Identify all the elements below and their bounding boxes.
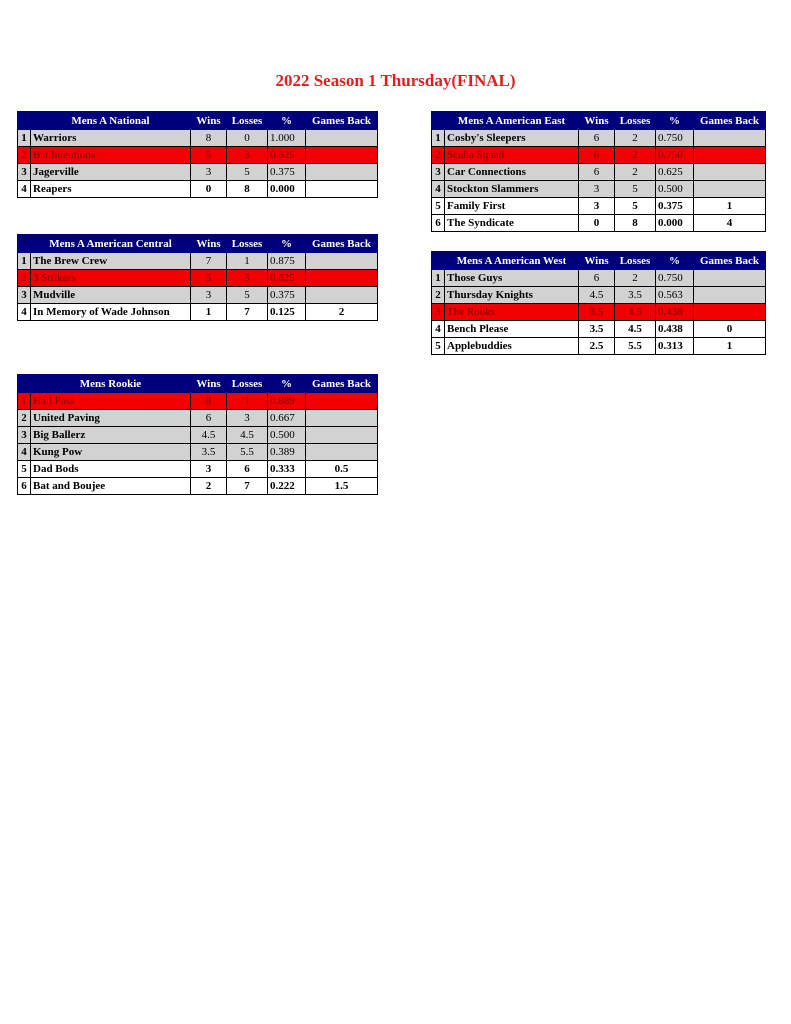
losses-cell: 3 xyxy=(227,410,268,427)
games-back-cell xyxy=(306,427,378,444)
division-name: Mens A American East xyxy=(445,112,579,130)
pct-cell: 0.750 xyxy=(656,270,694,287)
pct-cell: 0.625 xyxy=(656,164,694,181)
games-back-cell xyxy=(306,444,378,461)
games-back-cell: 4 xyxy=(694,215,766,232)
rank-cell: 3 xyxy=(432,164,445,181)
wins-cell: 6 xyxy=(191,410,227,427)
team-cell: Scuba Squad xyxy=(445,147,579,164)
wins-header: Wins xyxy=(191,375,227,393)
losses-cell: 2 xyxy=(615,164,656,181)
games-back-header: Games Back xyxy=(306,112,378,130)
team-cell: Cosby's Sleepers xyxy=(445,130,579,147)
losses-cell: 1 xyxy=(227,253,268,270)
wins-cell: 6 xyxy=(579,164,615,181)
losses-header: Losses xyxy=(227,235,268,253)
games-back-cell xyxy=(306,164,378,181)
games-back-cell: 0 xyxy=(694,321,766,338)
rank-cell: 2 xyxy=(18,147,31,164)
games-back-cell: 1 xyxy=(694,198,766,215)
pct-cell: 0.438 xyxy=(656,304,694,321)
team-cell: Dad Bods xyxy=(31,461,191,478)
table-row xyxy=(18,478,378,495)
losses-header: Losses xyxy=(227,112,268,130)
rank-cell: 2 xyxy=(18,270,31,287)
losses-cell: 5 xyxy=(615,181,656,198)
pct-cell: 0.333 xyxy=(268,461,306,478)
table-header-row xyxy=(432,112,766,130)
losses-cell: 1 xyxy=(227,393,268,410)
table-row xyxy=(432,287,766,304)
rank-cell: 4 xyxy=(432,181,445,198)
rank-header xyxy=(18,375,31,393)
team-cell: Applebuddies xyxy=(445,338,579,355)
pct-cell: 0.500 xyxy=(268,427,306,444)
table-row xyxy=(18,444,378,461)
pct-cell: 0.375 xyxy=(268,164,306,181)
rank-cell: 1 xyxy=(432,270,445,287)
team-cell: Those Guys xyxy=(445,270,579,287)
rank-cell: 2 xyxy=(18,410,31,427)
games-back-cell xyxy=(306,410,378,427)
table-row xyxy=(18,461,378,478)
losses-cell: 7 xyxy=(227,304,268,321)
wins-cell: 3 xyxy=(191,287,227,304)
pct-cell: 0.313 xyxy=(656,338,694,355)
pct-cell: 0.375 xyxy=(656,198,694,215)
wins-cell: 4.5 xyxy=(579,287,615,304)
team-cell: 3 Strikers xyxy=(31,270,191,287)
games-back-cell xyxy=(306,147,378,164)
losses-cell: 3 xyxy=(227,270,268,287)
standings-table-mens-a-american-central xyxy=(17,234,378,321)
team-cell: Family First xyxy=(445,198,579,215)
games-back-cell xyxy=(694,287,766,304)
rank-cell: 2 xyxy=(432,287,445,304)
pct-header: % xyxy=(656,112,694,130)
team-cell: Stockton Slammers xyxy=(445,181,579,198)
table-row xyxy=(432,215,766,232)
wins-cell: 0 xyxy=(191,181,227,198)
table-row xyxy=(18,130,378,147)
pct-cell: 0.875 xyxy=(268,253,306,270)
wins-cell: 3.5 xyxy=(579,304,615,321)
division-name: Mens Rookie xyxy=(31,375,191,393)
pct-cell: 0.667 xyxy=(268,410,306,427)
losses-header: Losses xyxy=(227,375,268,393)
games-back-cell xyxy=(306,181,378,198)
games-back-header: Games Back xyxy=(306,375,378,393)
rank-cell: 3 xyxy=(18,164,31,181)
wins-cell: 1 xyxy=(191,304,227,321)
team-cell: The Rooks xyxy=(445,304,579,321)
losses-cell: 5 xyxy=(227,164,268,181)
pct-cell: 0.625 xyxy=(268,147,306,164)
games-back-cell: 1 xyxy=(694,338,766,355)
table-row xyxy=(432,147,766,164)
table-row xyxy=(18,164,378,181)
pct-cell: 0.438 xyxy=(656,321,694,338)
table-row xyxy=(18,304,378,321)
losses-cell: 7 xyxy=(227,478,268,495)
team-cell: The Syndicate xyxy=(445,215,579,232)
pct-cell: 0.000 xyxy=(268,181,306,198)
games-back-cell xyxy=(694,304,766,321)
pct-cell: 0.563 xyxy=(656,287,694,304)
losses-cell: 5 xyxy=(615,198,656,215)
losses-header: Losses xyxy=(615,252,656,270)
games-back-cell xyxy=(694,164,766,181)
losses-cell: 0 xyxy=(227,130,268,147)
wins-cell: 6 xyxy=(579,270,615,287)
team-cell: Jagerville xyxy=(31,164,191,181)
wins-cell: 7 xyxy=(191,253,227,270)
rank-cell: 4 xyxy=(432,321,445,338)
games-back-header: Games Back xyxy=(306,235,378,253)
games-back-cell: 0.5 xyxy=(306,461,378,478)
wins-header: Wins xyxy=(191,112,227,130)
games-back-cell xyxy=(694,130,766,147)
wins-header: Wins xyxy=(579,112,615,130)
division-name: Mens A American West xyxy=(445,252,579,270)
pct-cell: 1.000 xyxy=(268,130,306,147)
pct-header: % xyxy=(656,252,694,270)
wins-cell: 3 xyxy=(579,198,615,215)
standings-table-mens-a-national xyxy=(17,111,378,198)
pct-cell: 0.222 xyxy=(268,478,306,495)
games-back-cell xyxy=(694,147,766,164)
losses-cell: 2 xyxy=(615,147,656,164)
table-row xyxy=(18,393,378,410)
team-cell: United Paving xyxy=(31,410,191,427)
losses-cell: 2 xyxy=(615,270,656,287)
team-cell: The Brew Crew xyxy=(31,253,191,270)
rank-cell: 3 xyxy=(432,304,445,321)
games-back-cell xyxy=(694,270,766,287)
pct-header: % xyxy=(268,235,306,253)
losses-cell: 2 xyxy=(615,130,656,147)
rank-header xyxy=(18,235,31,253)
rank-cell: 4 xyxy=(18,304,31,321)
rank-header xyxy=(18,112,31,130)
table-row xyxy=(432,338,766,355)
rank-cell: 1 xyxy=(432,130,445,147)
losses-cell: 3 xyxy=(227,147,268,164)
losses-cell: 5.5 xyxy=(227,444,268,461)
pct-cell: 0.750 xyxy=(656,147,694,164)
table-row xyxy=(18,253,378,270)
rank-header xyxy=(432,252,445,270)
losses-cell: 3.5 xyxy=(615,287,656,304)
games-back-cell xyxy=(306,393,378,410)
wins-cell: 2 xyxy=(191,478,227,495)
wins-cell: 3.5 xyxy=(191,444,227,461)
wins-cell: 5 xyxy=(191,147,227,164)
table-row xyxy=(432,198,766,215)
losses-cell: 8 xyxy=(227,181,268,198)
games-back-cell: 2 xyxy=(306,304,378,321)
wins-cell: 3.5 xyxy=(579,321,615,338)
team-cell: Bat and Boujee xyxy=(31,478,191,495)
games-back-cell xyxy=(306,287,378,304)
table-row xyxy=(18,410,378,427)
wins-cell: 3 xyxy=(191,461,227,478)
pct-cell: 0.125 xyxy=(268,304,306,321)
losses-cell: 4.5 xyxy=(227,427,268,444)
table-row xyxy=(18,287,378,304)
rank-cell: 4 xyxy=(18,181,31,198)
team-cell: Car Connections xyxy=(445,164,579,181)
wins-cell: 2.5 xyxy=(579,338,615,355)
division-name: Mens A National xyxy=(31,112,191,130)
rank-cell: 6 xyxy=(432,215,445,232)
team-cell: Mudville xyxy=(31,287,191,304)
pct-header: % xyxy=(268,375,306,393)
wins-cell: 0 xyxy=(579,215,615,232)
table-header-row xyxy=(18,375,378,393)
rank-cell: 4 xyxy=(18,444,31,461)
table-row xyxy=(432,270,766,287)
table-row xyxy=(432,130,766,147)
wins-cell: 6 xyxy=(579,130,615,147)
standings-table-mens-a-american-east xyxy=(431,111,766,232)
pct-header: % xyxy=(268,112,306,130)
pct-cell: 0.000 xyxy=(656,215,694,232)
table-row xyxy=(432,181,766,198)
table-row xyxy=(18,181,378,198)
games-back-cell xyxy=(306,253,378,270)
rank-cell: 3 xyxy=(18,427,31,444)
table-header-row xyxy=(18,112,378,130)
table-header-row xyxy=(18,235,378,253)
pct-cell: 0.625 xyxy=(268,270,306,287)
team-cell: Thursday Knights xyxy=(445,287,579,304)
wins-cell: 3 xyxy=(579,181,615,198)
rank-cell: 2 xyxy=(432,147,445,164)
table-row xyxy=(432,164,766,181)
rank-cell: 5 xyxy=(432,198,445,215)
wins-cell: 5 xyxy=(191,270,227,287)
losses-cell: 8 xyxy=(615,215,656,232)
rank-cell: 5 xyxy=(18,461,31,478)
losses-cell: 4.5 xyxy=(615,304,656,321)
pct-cell: 0.889 xyxy=(268,393,306,410)
table-row xyxy=(18,270,378,287)
losses-cell: 6 xyxy=(227,461,268,478)
table-header-row xyxy=(432,252,766,270)
games-back-cell: 1.5 xyxy=(306,478,378,495)
rank-cell: 1 xyxy=(18,393,31,410)
table-row xyxy=(432,321,766,338)
pct-cell: 0.500 xyxy=(656,181,694,198)
team-cell: Big Ballerz xyxy=(31,427,191,444)
standings-table-mens-rookie xyxy=(17,374,378,495)
games-back-cell xyxy=(694,181,766,198)
team-cell: Reapers xyxy=(31,181,191,198)
games-back-cell xyxy=(306,130,378,147)
table-row xyxy=(18,147,378,164)
losses-cell: 4.5 xyxy=(615,321,656,338)
rank-header xyxy=(432,112,445,130)
standings-table-mens-a-american-west xyxy=(431,251,766,355)
team-cell: Bat Intentions xyxy=(31,147,191,164)
losses-header: Losses xyxy=(615,112,656,130)
page-title: 2022 Season 1 Thursday(FINAL) xyxy=(275,71,516,90)
games-back-header: Games Back xyxy=(694,252,766,270)
table-row xyxy=(432,304,766,321)
team-cell: Kung Pow xyxy=(31,444,191,461)
wins-cell: 8 xyxy=(191,130,227,147)
losses-cell: 5.5 xyxy=(615,338,656,355)
rank-cell: 1 xyxy=(18,130,31,147)
games-back-header: Games Back xyxy=(694,112,766,130)
team-cell: Bench Please xyxy=(445,321,579,338)
wins-cell: 4.5 xyxy=(191,427,227,444)
games-back-cell xyxy=(306,270,378,287)
wins-cell: 3 xyxy=(191,164,227,181)
team-cell: In Memory of Wade Johnson xyxy=(31,304,191,321)
rank-cell: 6 xyxy=(18,478,31,495)
team-cell: Hall Pass xyxy=(31,393,191,410)
table-row xyxy=(18,427,378,444)
pct-cell: 0.375 xyxy=(268,287,306,304)
rank-cell: 5 xyxy=(432,338,445,355)
wins-cell: 6 xyxy=(579,147,615,164)
team-cell: Warriors xyxy=(31,130,191,147)
rank-cell: 1 xyxy=(18,253,31,270)
pct-cell: 0.389 xyxy=(268,444,306,461)
rank-cell: 3 xyxy=(18,287,31,304)
pct-cell: 0.750 xyxy=(656,130,694,147)
division-name: Mens A American Central xyxy=(31,235,191,253)
losses-cell: 5 xyxy=(227,287,268,304)
wins-cell: 8 xyxy=(191,393,227,410)
wins-header: Wins xyxy=(579,252,615,270)
wins-header: Wins xyxy=(191,235,227,253)
